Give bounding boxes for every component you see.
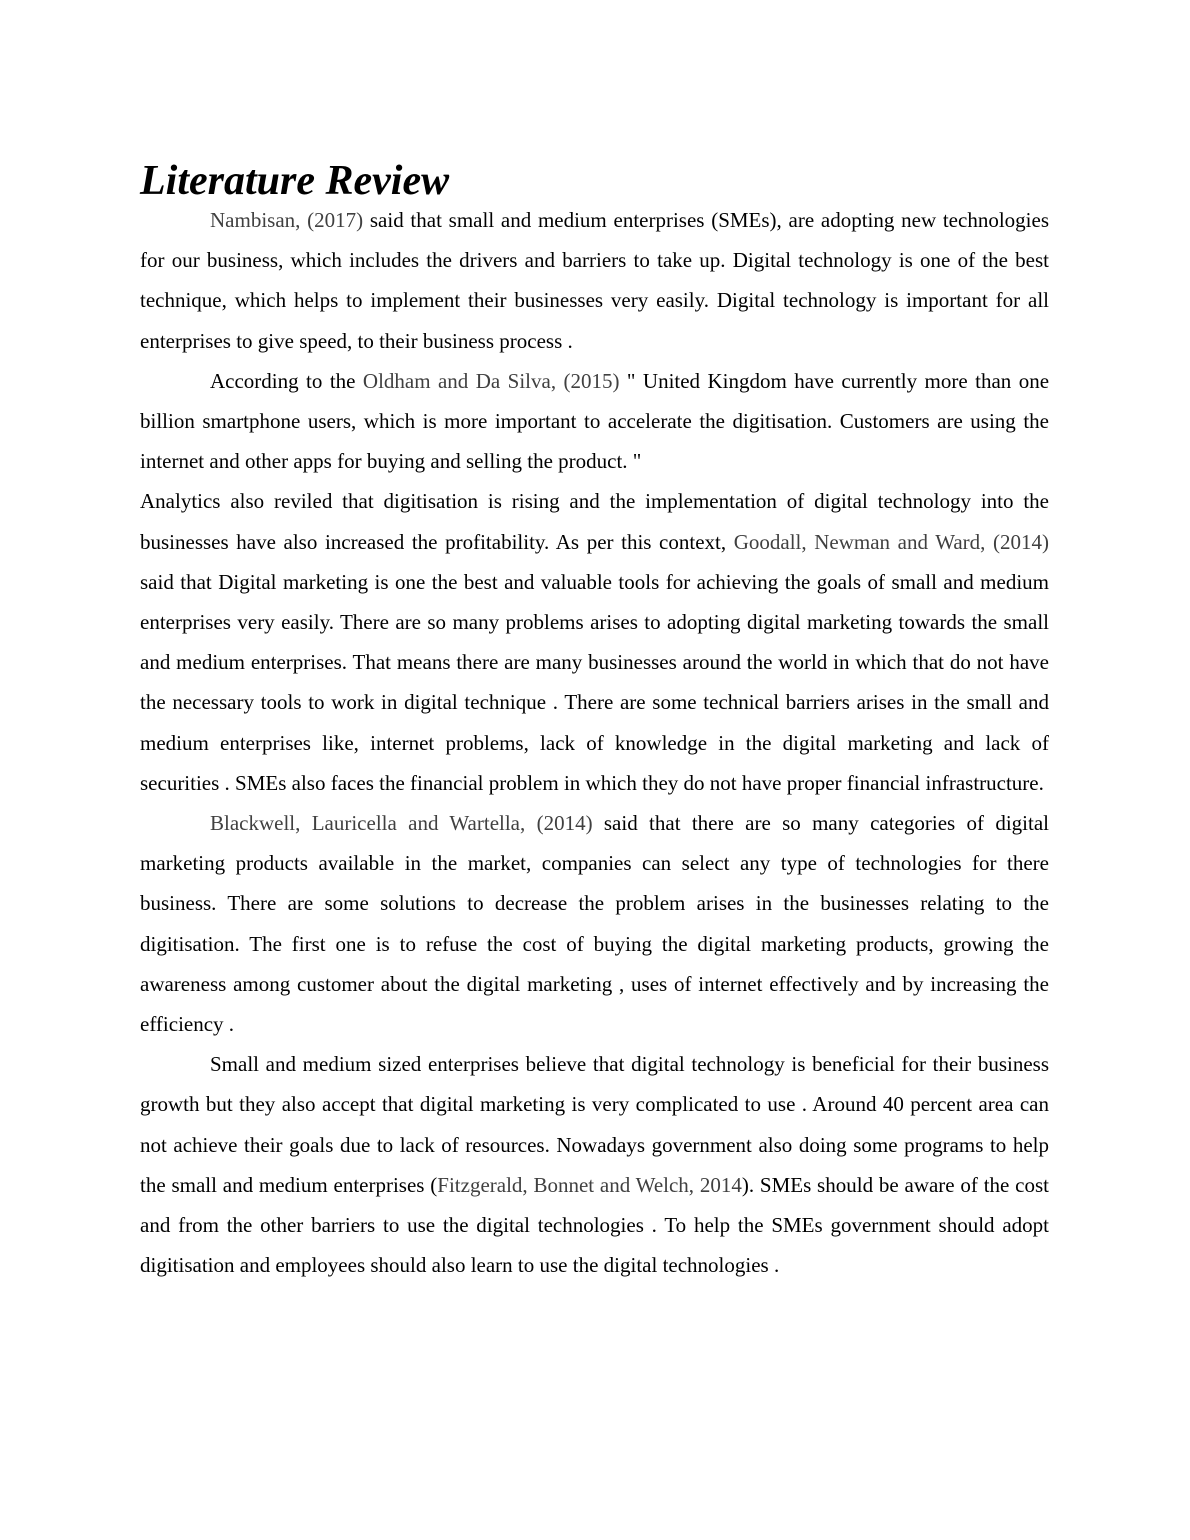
citation-nambisan: Nambisan, (2017) xyxy=(210,208,364,232)
paragraph-3 xyxy=(140,481,1049,803)
paragraph-1-text: said that small and medium enterprises (SMEs), are adopting new technologies for our business, which includes the drivers and barriers to take up. Digital technology is one of the best technique, which helps to implement their businesses very easily. Digital technology is important for all enterprises to give speed, to their business process . xyxy=(140,208,1049,353)
citation-fitzgerald: Fitzgerald, Bonnet and Welch, 2014 xyxy=(437,1172,742,1197)
citation-oldham: Oldham and Da Silva, (2015) xyxy=(362,368,620,393)
paragraph-5-text: ). SMEs should be aware of the cost and from the other barriers to use the digital technologies . To help the SMEs government should adopt digitisation and employees should also learn to use the digital technologies . xyxy=(140,1172,1049,1278)
section-heading: Literature Review xyxy=(140,158,450,204)
paragraph-5-lead: Small and medium sized enterprises believe that digital technology is beneficial for their business growth but they also accept that digital marketing is very complicated to use . Around 40 percent area can not achieve their goals due to lack of resources. Nowadays government also doing some programs to help the small and medium enterprises ( xyxy=(140,1052,1049,1197)
document-page xyxy=(140,158,1050,1285)
paragraph-2 xyxy=(140,361,1049,482)
paragraph-4-text: said that there are so many categories of digital marketing products available in the market, companies can select any type of technologies for there business. There are some solutions to decrease the problem arises in the businesses relating to the digitisation. The first one is to refuse the cost of buying the digital marketing products, growing the awareness among customer about the digital marketing , uses of internet effectively and by increasing the efficiency . xyxy=(140,811,1049,1037)
citation-goodall: Goodall, Newman and Ward, (2014) xyxy=(733,529,1050,554)
citation-blackwell: Blackwell, Lauricella and Wartella, (2014) xyxy=(210,811,593,836)
paragraph-4 xyxy=(140,803,1049,1044)
paragraph-3-text: said that Digital marketing is one the best and valuable tools for achieving the goals of small and medium enterprises very easily. There are so many problems arises to adopting digital marketing towards the small and medium enterprises. That means there are many businesses around the world in which that do not have the necessary tools to work in digital technique . There are some technical barriers arises in the small and medium enterprises like, internet problems, lack of knowledge in the digital marketing and lack of securities . SMEs also faces the financial problem in which they do not have proper financial infrastructure. xyxy=(140,569,1049,795)
paragraph-2-text: " United Kingdom have currently more than one billion smartphone users, which is more important to accelerate the digitisation. Customers are using the internet and other apps for buying and selling the product. " xyxy=(140,368,1050,474)
paragraph-1 xyxy=(140,200,1049,361)
paragraph-2-lead: According to the xyxy=(210,368,363,393)
paragraph-5 xyxy=(140,1044,1049,1285)
paragraph-3-lead: Analytics also reviled that digitisation is rising and the implementation of digital technology into the businesses have also increased the profitability. As per this context, xyxy=(140,489,1049,554)
